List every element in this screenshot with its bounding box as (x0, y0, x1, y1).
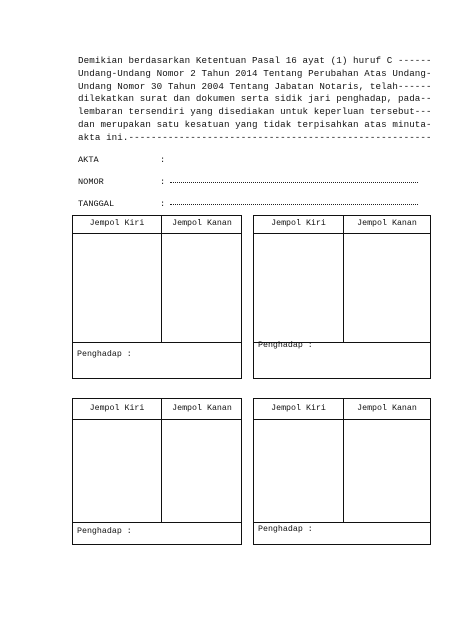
penghadap-label: Penghadap : (77, 527, 132, 536)
left-thumb-label: Jempol Kiri (271, 219, 326, 228)
akta-field (78, 155, 170, 165)
paragraph-line: dan merupakan satu kesatuan yang tidak terpisahkan atas minuta- (78, 118, 432, 130)
nomor-colon: : (160, 177, 166, 187)
right-thumb-label: Jempol Kanan (357, 219, 417, 228)
right-thumb-label: Jempol Kanan (172, 219, 232, 228)
right-thumb-label: Jempol Kanan (172, 404, 232, 413)
paragraph-line: Demikian berdasarkan Ketentuan Pasal 16 ayat (1) huruf C ------ (78, 55, 432, 66)
nomor-label: NOMOR (78, 177, 104, 187)
statement-paragraph (78, 55, 438, 145)
fingerprint-box (253, 215, 431, 379)
column-divider (161, 216, 162, 342)
penghadap-label: Penghadap : (258, 341, 313, 350)
tanggal-label: TANGGAL (78, 199, 115, 209)
paragraph-line: dilekatkan surat dan dokumen serta sidik jari penghadap, pada-- (78, 93, 432, 105)
fingerprint-box (72, 398, 242, 545)
akta-colon: : (160, 155, 166, 165)
akta-label: AKTA (78, 155, 99, 165)
nomor-dotted-line[interactable] (170, 182, 418, 183)
fingerprint-box (253, 398, 431, 545)
column-divider (343, 399, 344, 522)
paragraph-line: Undang Nomor 30 Tahun 2004 Tentang Jabatan Notaris, telah------ (78, 80, 432, 92)
penghadap-label: Penghadap : (77, 350, 132, 359)
tanggal-dotted-line[interactable] (170, 204, 418, 205)
tanggal-colon: : (160, 199, 166, 209)
penghadap-label: Penghadap : (258, 525, 313, 534)
footer-divider (73, 342, 241, 343)
fingerprint-box (72, 215, 242, 379)
right-thumb-label: Jempol Kanan (357, 404, 417, 413)
left-thumb-label: Jempol Kiri (89, 219, 145, 228)
column-divider (343, 216, 344, 342)
tanggal-field (78, 199, 170, 209)
footer-divider (254, 522, 430, 523)
paragraph-line: lembaran tersendiri yang disediakan untuk keperluan tersebut--- (78, 106, 432, 118)
paragraph-line: Undang-Undang Nomor 2 Tahun 2014 Tentang Perubahan Atas Undang- (78, 67, 432, 79)
left-thumb-label: Jempol Kiri (89, 404, 145, 413)
column-divider (161, 399, 162, 522)
left-thumb-label: Jempol Kiri (271, 404, 326, 413)
paragraph-line: akta ini.------------------------------------------------------ (78, 131, 432, 143)
footer-divider (73, 522, 241, 523)
nomor-field (78, 177, 170, 187)
